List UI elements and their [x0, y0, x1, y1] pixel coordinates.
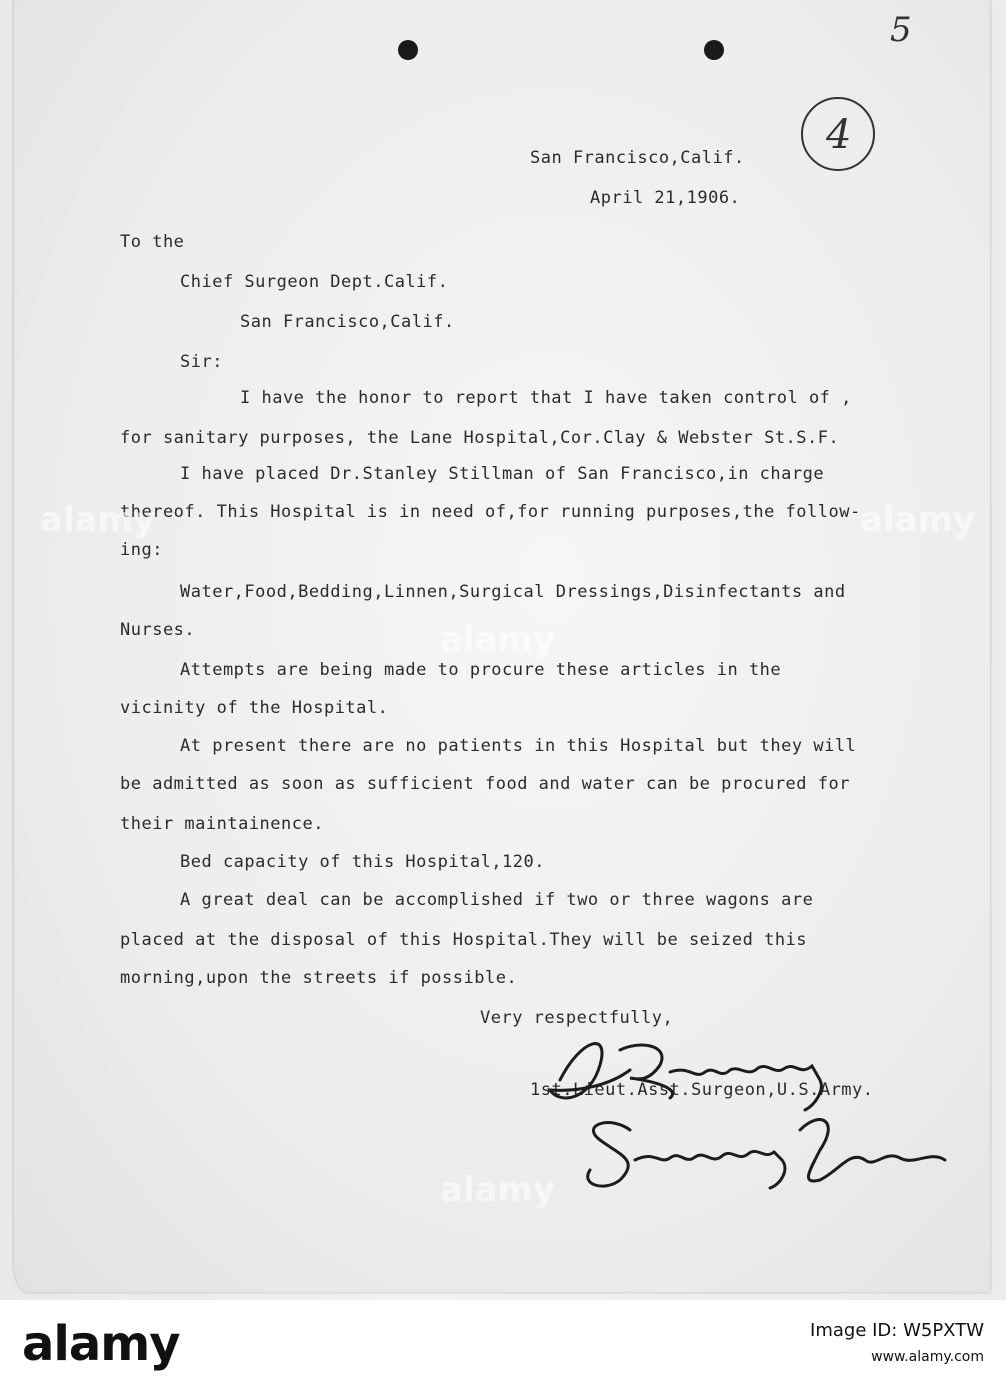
alamy-logo: alamy: [22, 1316, 180, 1372]
addressee-city-line: San Francisco,Calif.: [240, 312, 455, 332]
salutation: Sir:: [180, 352, 223, 372]
handwritten-signature: [520, 1010, 960, 1200]
watermark-bottom: alamy: [440, 1170, 556, 1210]
addressee-line: Chief Surgeon Dept.Calif.: [180, 272, 449, 292]
watermark-left: alamy: [40, 500, 156, 540]
image-id: Image ID: W5PXTW: [810, 1320, 984, 1341]
footer-url[interactable]: www.alamy.com: [871, 1349, 984, 1365]
to-the-line: To the: [120, 232, 185, 252]
body-line: Bed capacity of this Hospital,120.: [180, 852, 545, 872]
body-line: A great deal can be accomplished if two or three wagons are: [180, 890, 814, 910]
stock-footer: [0, 1300, 1006, 1390]
body-line: Attempts are being made to procure these articles in the: [180, 660, 782, 680]
date-line: April 21,1906.: [590, 188, 741, 208]
body-line: Nurses.: [120, 620, 196, 640]
closing: Very respectfully,: [480, 1008, 674, 1028]
body-line: vicinity of the Hospital.: [120, 698, 389, 718]
body-line: thereof. This Hospital is in need of,for running purposes,the follow-: [120, 502, 861, 522]
watermark-center: alamy: [440, 620, 556, 660]
place-line: San Francisco,Calif.: [530, 148, 745, 168]
footer-info: [810, 1318, 984, 1370]
body-line: I have placed Dr.Stanley Stillman of San Francisco,in charge: [180, 464, 825, 484]
watermark-right: alamy: [860, 500, 976, 540]
punch-hole-left: [398, 40, 418, 60]
body-line: ing:: [120, 540, 163, 560]
body-line: I have the honor to report that I have taken control of ,: [240, 388, 852, 408]
body-line: be admitted as soon as sufficient food and water can be procured for: [120, 774, 850, 794]
body-line: At present there are no patients in this Hospital but they will: [180, 736, 857, 756]
body-line: for sanitary purposes, the Lane Hospital,Cor.Clay & Webster St.S.F.: [120, 428, 840, 448]
signatory-title: 1st.Lieut.Asst.Surgeon,U.S.Army.: [530, 1080, 874, 1100]
folio-number: 4: [826, 112, 852, 158]
body-line: their maintainence.: [120, 814, 324, 834]
signature-role-text: Sanitary Officer: [852, 1196, 862, 1197]
body-line: morning,upon the streets if possible.: [120, 968, 518, 988]
signature-name-text: L. Breckinridge Jr.: [850, 1194, 862, 1195]
punch-hole-right: [704, 40, 724, 60]
body-line: Water,Food,Bedding,Linnen,Surgical Dressings,Disinfectants and: [180, 582, 846, 602]
body-line: placed at the disposal of this Hospital.They will be seized this: [120, 930, 808, 950]
corner-page-number: 5: [890, 10, 912, 50]
folio-number-circle: [796, 90, 880, 174]
